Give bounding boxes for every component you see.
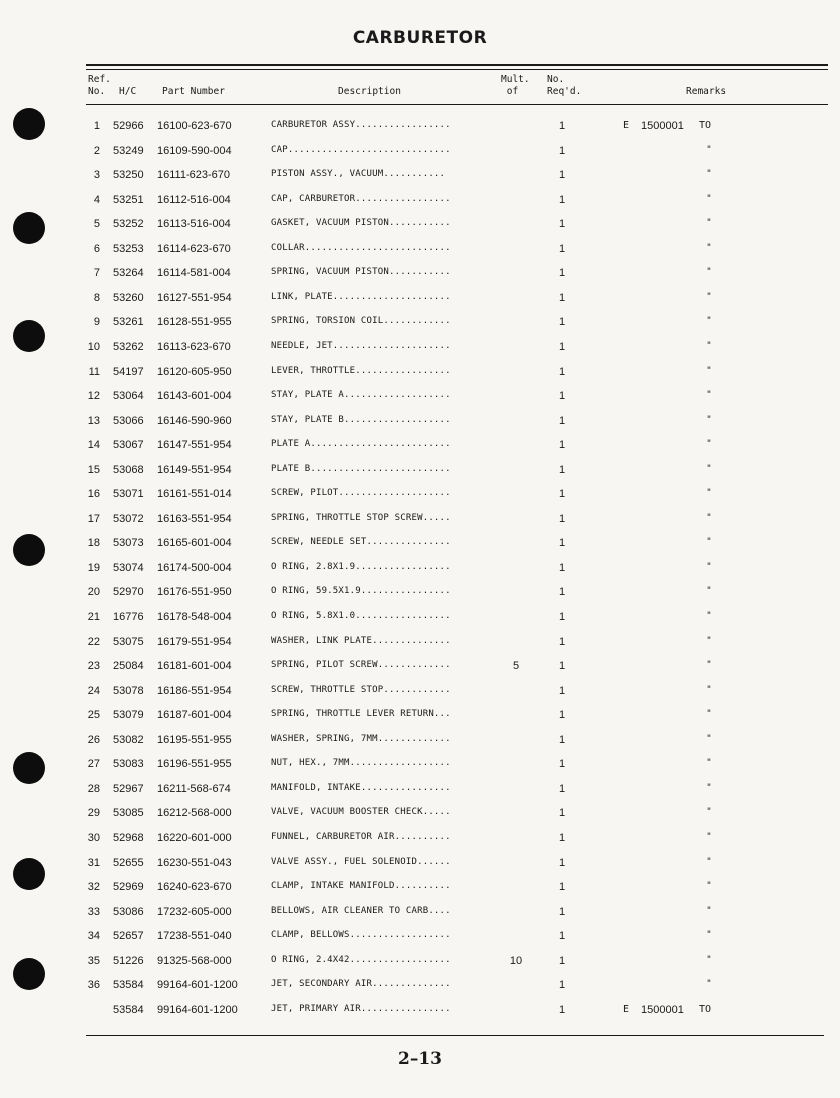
table-row [0, 194, 840, 218]
mult-of: 10 [509, 954, 523, 967]
hc-number: 54197 [113, 365, 144, 378]
page-title: CARBURETOR [352, 28, 488, 48]
ref-number: 14 [87, 439, 100, 452]
description: STAY, PLATE A................... [271, 390, 451, 401]
hc-number: 53075 [113, 635, 144, 648]
hc-number: 53071 [113, 488, 144, 501]
part-number: 99164-601-1200 [157, 1003, 238, 1016]
header-top-rule-thin [86, 69, 828, 70]
qty-required: 1 [558, 758, 566, 771]
description: JET, SECONDARY AIR.............. [271, 979, 451, 990]
table-row [0, 562, 840, 586]
part-number: 16120-605-950 [157, 365, 232, 378]
hc-number: 53078 [113, 684, 144, 697]
remarks-ditto: " [706, 169, 712, 180]
table-row [0, 783, 840, 807]
ref-number: 7 [93, 267, 100, 280]
description: WASHER, SPRING, 7MM............. [271, 733, 451, 744]
remarks-ditto: " [706, 537, 712, 548]
qty-required: 1 [558, 120, 566, 132]
remarks-to: TO [699, 120, 712, 131]
part-number: 16179-551-954 [157, 635, 232, 648]
part-number: 16161-551-014 [157, 488, 232, 501]
description: WASHER, LINK PLATE.............. [271, 635, 451, 646]
hc-number: 53068 [113, 463, 144, 476]
qty-required: 1 [558, 635, 566, 648]
description: SPRING, VACUUM PISTON........... [271, 267, 451, 278]
description: CARBURETOR ASSY................. [271, 120, 451, 130]
description: PISTON ASSY., VACUUM........... [271, 169, 446, 180]
qty-required: 1 [558, 709, 566, 722]
ref-number: 1 [93, 120, 100, 132]
part-number: 16112-516-004 [157, 193, 231, 206]
description: SPRING, TORSION COIL............ [271, 316, 451, 327]
qty-required: 1 [558, 684, 566, 697]
part-number: 16211-568-674 [157, 782, 231, 795]
ref-number: 35 [87, 954, 100, 967]
description: NUT, HEX., 7MM.................. [271, 758, 451, 769]
qty-required: 1 [558, 365, 566, 378]
qty-required: 1 [558, 512, 566, 525]
remarks-ditto: " [706, 414, 712, 425]
description: JET, PRIMARY AIR................ [271, 1003, 451, 1014]
part-number: 16143-601-004 [157, 390, 232, 403]
part-number: 16128-551-955 [157, 316, 232, 329]
table-row [0, 636, 840, 660]
header-hc: H/C [119, 86, 137, 97]
hc-number: 53067 [113, 439, 144, 452]
table-row [0, 685, 840, 709]
table-row [0, 267, 840, 291]
description: CAP............................. [271, 144, 451, 155]
qty-required: 1 [558, 291, 566, 304]
part-number: 16196-551-955 [157, 758, 232, 771]
ref-number: 10 [87, 340, 100, 353]
remarks-to: TO [699, 1003, 712, 1015]
remarks-ditto: " [706, 193, 712, 204]
hc-number: 53082 [113, 733, 144, 746]
table-row [0, 832, 840, 856]
part-number: 16146-590-960 [157, 414, 232, 427]
table-row [0, 341, 840, 365]
table-row [0, 709, 840, 733]
table-row [0, 292, 840, 316]
description: VALVE ASSY., FUEL SOLENOID...... [271, 856, 451, 867]
mult-of: 5 [512, 660, 520, 673]
qty-required: 1 [558, 488, 566, 501]
description: COLLAR.......................... [271, 242, 451, 253]
part-number: 16187-601-004 [157, 709, 232, 722]
table-row [0, 1004, 840, 1028]
ref-number: 18 [87, 537, 100, 550]
remarks-ditto: " [706, 512, 712, 523]
qty-required: 1 [558, 242, 566, 255]
hc-number: 53250 [113, 169, 144, 182]
qty-required: 1 [558, 267, 566, 280]
qty-required: 1 [558, 316, 566, 329]
qty-required: 1 [558, 733, 566, 746]
table-row [0, 464, 840, 488]
header-no-reqd: No. Req'd. [547, 74, 582, 97]
part-number: 16178-548-004 [157, 611, 232, 623]
description: LINK, PLATE..................... [271, 291, 451, 302]
table-row [0, 169, 840, 193]
ref-number: 20 [87, 586, 100, 599]
qty-required: 1 [558, 340, 566, 353]
remarks-ditto: " [706, 684, 712, 695]
table-row [0, 415, 840, 439]
footer-rule [86, 1035, 824, 1036]
remarks-serial: 1500001 [641, 120, 684, 132]
table-row [0, 145, 840, 169]
ref-number: 6 [93, 242, 100, 255]
remarks-ditto: " [706, 267, 712, 278]
header-part-number: Part Number [162, 86, 225, 97]
hc-number: 53066 [113, 414, 144, 427]
ref-number: 12 [87, 390, 100, 403]
table-row [0, 734, 840, 758]
ref-number: 9 [93, 316, 100, 329]
qty-required: 1 [558, 463, 566, 476]
ref-number: 24 [87, 684, 100, 697]
ref-number: 30 [87, 831, 100, 844]
remarks-ditto: " [706, 218, 712, 229]
hc-number: 52966 [113, 120, 144, 132]
qty-required: 1 [558, 144, 566, 157]
qty-required: 1 [558, 905, 566, 918]
hc-number: 52970 [113, 586, 144, 599]
table-row [0, 366, 840, 390]
part-number: 16181-601-004 [157, 660, 232, 673]
ref-number: 25 [87, 709, 100, 722]
remarks-ditto: " [706, 979, 712, 990]
header-mult-of: Mult. of [501, 74, 530, 97]
hc-number: 53249 [113, 144, 144, 157]
hc-number: 53083 [113, 758, 144, 771]
hc-number: 52657 [113, 930, 144, 943]
remarks-ditto: " [706, 881, 712, 892]
hc-number: 53079 [113, 709, 144, 722]
part-number: 16176-551-950 [157, 586, 232, 599]
remarks-ditto: " [706, 463, 712, 474]
table-row [0, 243, 840, 267]
table-row [0, 660, 840, 684]
remarks-ditto: " [706, 905, 712, 916]
qty-required: 1 [558, 979, 566, 992]
qty-required: 1 [558, 831, 566, 844]
qty-required: 1 [558, 1003, 566, 1016]
remarks-ditto: " [706, 439, 712, 450]
remarks-ditto: " [706, 316, 712, 327]
part-number: 16240-623-670 [157, 881, 232, 894]
part-number: 17238-551-040 [157, 930, 232, 943]
table-row [0, 120, 840, 144]
remarks-ditto: " [706, 954, 712, 965]
table-row [0, 316, 840, 340]
description: FUNNEL, CARBURETOR AIR.......... [271, 831, 451, 842]
hc-number: 16776 [113, 611, 144, 623]
header-ref: Ref. No. [88, 74, 111, 97]
part-number: 16230-551-043 [157, 856, 232, 869]
description: LEVER, THROTTLE................. [271, 365, 451, 376]
ref-number: 22 [87, 635, 100, 648]
ref-number: 13 [87, 414, 100, 427]
description: SCREW, THROTTLE STOP............ [271, 684, 451, 695]
hc-number: 52655 [113, 856, 144, 869]
description: O RING, 2.4X42.................. [271, 954, 451, 965]
hc-number: 53085 [113, 807, 144, 820]
qty-required: 1 [558, 881, 566, 894]
part-number: 16149-551-954 [157, 463, 232, 476]
ref-number: 4 [93, 193, 100, 206]
part-number: 16163-551-954 [157, 512, 232, 525]
description: SCREW, PILOT.................... [271, 488, 451, 499]
hc-number: 53253 [113, 242, 144, 255]
part-number: 16113-516-004 [157, 218, 231, 231]
hc-number: 53064 [113, 390, 144, 403]
remarks-ditto: " [706, 856, 712, 867]
hc-number: 53252 [113, 218, 144, 231]
part-number: 16111-623-670 [157, 169, 230, 182]
description: SCREW, NEEDLE SET............... [271, 537, 451, 548]
qty-required: 1 [558, 586, 566, 599]
ref-number: 23 [87, 660, 100, 673]
table-row [0, 488, 840, 512]
remarks-ditto: " [706, 561, 712, 572]
qty-required: 1 [558, 439, 566, 452]
qty-required: 1 [558, 930, 566, 943]
qty-required: 1 [558, 807, 566, 820]
description: PLATE B......................... [271, 463, 451, 474]
qty-required: 1 [558, 561, 566, 574]
description: PLATE A......................... [271, 439, 451, 450]
description: SPRING, PILOT SCREW............. [271, 660, 451, 671]
remarks-ditto: " [706, 586, 712, 597]
part-number: 99164-601-1200 [157, 979, 238, 992]
part-number: 16114-623-670 [157, 242, 231, 255]
table-row [0, 390, 840, 414]
remarks-ditto: " [706, 242, 712, 253]
qty-required: 1 [558, 954, 566, 967]
hc-number: 51226 [113, 954, 144, 967]
table-row [0, 758, 840, 782]
remarks-ditto: " [706, 488, 712, 499]
part-number: 16147-551-954 [157, 439, 232, 452]
description: O RING, 5.8X1.0................. [271, 611, 451, 621]
hc-number: 53584 [113, 1003, 144, 1016]
description: VALVE, VACUUM BOOSTER CHECK..... [271, 807, 451, 818]
ref-number: 33 [87, 905, 100, 918]
remarks-ditto: " [706, 807, 712, 818]
hc-number: 53262 [113, 340, 144, 353]
ref-number: 26 [87, 733, 100, 746]
part-number: 16186-551-954 [157, 684, 232, 697]
table-row [0, 218, 840, 242]
qty-required: 1 [558, 218, 566, 231]
description: BELLOWS, AIR CLEANER TO CARB.... [271, 905, 451, 916]
part-number: 91325-568-000 [157, 954, 232, 967]
remarks-ditto: " [706, 611, 712, 621]
hc-number: 52969 [113, 881, 144, 894]
qty-required: 1 [558, 169, 566, 182]
ref-number: 17 [87, 512, 100, 525]
description: O RING, 59.5X1.9................ [271, 586, 451, 597]
part-number: 16100-623-670 [157, 120, 232, 132]
description: MANIFOLD, INTAKE................ [271, 782, 451, 793]
ref-number: 8 [93, 291, 100, 304]
remarks-ditto: " [706, 660, 712, 671]
remarks-ditto: " [706, 758, 712, 769]
table-row [0, 439, 840, 463]
ref-number: 16 [87, 488, 100, 501]
header-remarks: Remarks [686, 86, 727, 97]
ref-number: 21 [87, 611, 100, 623]
ref-number: 2 [93, 144, 100, 157]
description: CLAMP, INTAKE MANIFOLD.......... [271, 881, 451, 892]
remarks-ditto: " [706, 733, 712, 744]
part-number: 16220-601-000 [157, 831, 232, 844]
ref-number: 19 [87, 561, 100, 574]
table-row [0, 930, 840, 954]
ref-number: 3 [93, 169, 100, 182]
description: CAP, CARBURETOR................. [271, 193, 451, 204]
description: O RING, 2.8X1.9................. [271, 561, 451, 572]
hc-number: 53260 [113, 291, 144, 304]
ref-number: 11 [88, 365, 100, 378]
page-number: 2–13 [398, 1049, 442, 1069]
part-number: 17232-605-000 [157, 905, 232, 918]
remarks-serial: 1500001 [641, 1003, 684, 1016]
part-number: 16174-500-004 [157, 561, 232, 574]
remarks-ditto: " [706, 930, 712, 941]
remarks-e: E [623, 1003, 630, 1015]
hc-number: 53251 [113, 193, 144, 206]
hc-number: 53261 [113, 316, 144, 329]
header-top-rule [86, 64, 828, 66]
table-row [0, 881, 840, 905]
part-number: 16127-551-954 [157, 291, 232, 304]
ref-number: 31 [87, 856, 100, 869]
table-row [0, 906, 840, 930]
ref-number: 27 [87, 758, 100, 771]
qty-required: 1 [558, 414, 566, 427]
ref-number: 29 [87, 807, 100, 820]
hc-number: 53584 [113, 979, 144, 992]
description: STAY, PLATE B................... [271, 414, 451, 425]
remarks-ditto: " [706, 782, 712, 793]
hc-number: 25084 [113, 660, 144, 673]
table-row [0, 955, 840, 979]
header-description: Description [338, 86, 401, 97]
remarks-ditto: " [706, 635, 712, 646]
ref-number: 5 [93, 218, 100, 231]
description: NEEDLE, JET..................... [271, 340, 451, 351]
table-row [0, 857, 840, 881]
description: SPRING, THROTTLE STOP SCREW..... [271, 512, 451, 523]
description: SPRING, THROTTLE LEVER RETURN... [271, 709, 451, 720]
part-number: 16165-601-004 [157, 537, 232, 550]
remarks-ditto: " [706, 709, 712, 720]
part-number: 16195-551-955 [157, 733, 232, 746]
description: GASKET, VACUUM PISTON........... [271, 218, 451, 229]
table-row [0, 513, 840, 537]
ref-number: 15 [87, 463, 100, 476]
table-row [0, 807, 840, 831]
qty-required: 1 [558, 660, 566, 673]
ref-number: 28 [87, 782, 100, 795]
remarks-ditto: " [706, 831, 712, 842]
ref-number: 32 [87, 881, 100, 894]
table-row [0, 537, 840, 561]
table-row [0, 979, 840, 1003]
remarks-ditto: " [706, 365, 712, 376]
ref-number: 36 [87, 979, 100, 992]
part-number: 16109-590-004 [157, 144, 232, 157]
hc-number: 53073 [113, 537, 144, 550]
description: CLAMP, BELLOWS.................. [271, 930, 451, 941]
hc-number: 53072 [113, 512, 144, 525]
table-row [0, 611, 840, 635]
hc-number: 52968 [113, 831, 144, 844]
part-number: 16114-581-004 [157, 267, 231, 280]
remarks-ditto: " [706, 144, 712, 155]
header-bottom-rule [86, 104, 828, 105]
qty-required: 1 [558, 856, 566, 869]
qty-required: 1 [558, 611, 566, 623]
ref-number: 34 [87, 930, 100, 943]
qty-required: 1 [558, 537, 566, 550]
qty-required: 1 [558, 193, 566, 206]
qty-required: 1 [558, 390, 566, 403]
hc-number: 53074 [113, 561, 144, 574]
remarks-ditto: " [706, 291, 712, 302]
part-number: 16212-568-000 [157, 807, 232, 820]
remarks-e: E [623, 120, 630, 131]
remarks-ditto: " [706, 340, 712, 351]
qty-required: 1 [558, 782, 566, 795]
hc-number: 53086 [113, 905, 144, 918]
remarks-ditto: " [706, 390, 712, 401]
hc-number: 52967 [113, 782, 144, 795]
hc-number: 53264 [113, 267, 144, 280]
part-number: 16113-623-670 [157, 340, 231, 353]
table-row [0, 586, 840, 610]
